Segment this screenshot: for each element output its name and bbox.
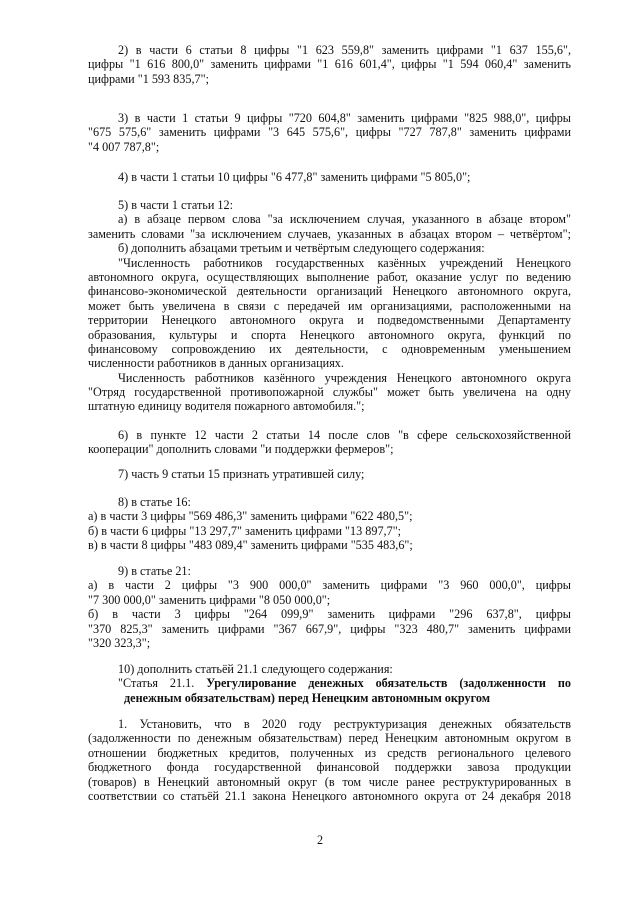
text-line: Численность работников казённого учреждения Ненецкого автономного округа [118, 370, 571, 385]
text-line: "4 007 787,8"; [88, 139, 160, 154]
paragraph-item-4 [88, 170, 571, 184]
text-line: заменить словами "за исключением случаев, указанных в абзацах втором – четвёртом"; [88, 226, 571, 241]
paragraph-item-10 [88, 662, 571, 705]
text-line: 8) в статье 16: [118, 495, 191, 509]
text-line: "320 323,3"; [88, 635, 151, 650]
text-line: 10) дополнить статьёй 21.1 следующего содержания: [118, 662, 393, 676]
text-line: б) в части 6 цифры "13 297,7" заменить цифрами "13 897,7"; [88, 523, 402, 538]
paragraph-item-11 [88, 717, 571, 803]
text-line: 1. Установить, что в 2020 году реструктуризация денежных обязательств [118, 717, 571, 731]
text-line: 7) часть 9 статьи 15 признать утратившей силу; [118, 467, 365, 481]
text-line: цифрами "1 593 835,7"; [88, 71, 209, 86]
text-line: численности работников в данных организациях. [88, 356, 344, 371]
text-line: бюджетного фонда государственной финансовой поддержки завоза продукции [88, 760, 571, 775]
text-line: "370 825,3" заменить цифрами "367 667,9", цифры "323 480,7" заменить цифрами [88, 621, 571, 636]
text-line: штатную единицу водителя пожарного автомобиля."; [88, 399, 365, 414]
paragraph-item-3 [88, 111, 571, 154]
text-line: может быть увеличена в связи с передачей им организациями, расположенными на [88, 298, 571, 313]
paragraph-item-6 [88, 428, 571, 457]
text-line: (товаров) в Ненецкий автономный округ (в том числе ранее реструктурированных в [88, 774, 571, 789]
text-line: а) в абзаце первом слова "за исключением случая, указанного в абзаце втором" [118, 212, 571, 227]
paragraph-item-5 [88, 198, 571, 414]
text-line: 5) в части 1 статьи 12: [118, 198, 233, 212]
text-line: "7 300 000,0" заменить цифрами "8 050 000,0"; [88, 592, 331, 607]
text-line: а) в части 3 цифры "569 486,3" заменить цифрами "622 480,5"; [88, 509, 413, 524]
article-heading [88, 676, 571, 690]
text-line: территории Ненецкого автономного округа и подведомственными Департаменту [88, 313, 571, 328]
text-line: (задолженности по денежным обязательствам) перед Ненецким автономным округом в [88, 731, 571, 746]
article-title: Урегулирование денежных обязательств (задолженности по [206, 676, 571, 691]
page-number: 2 [316, 833, 324, 847]
text-line: кооперации" дополнить словами "и поддержки фермеров"; [88, 442, 394, 457]
text-line: 4) в части 1 статьи 10 цифры "6 477,8" заменить цифрами "5 805,0"; [118, 170, 471, 184]
text-line: "Отряд государственной противопожарной службы" может быть увеличена на одну [88, 385, 571, 400]
text-line: "675 575,6" заменить цифрами "3 645 575,6", цифры "727 787,8" заменить цифрами [88, 125, 571, 140]
text-line: финансово-экономической деятельности организаций Ненецкого автономного округа, [88, 284, 571, 299]
text-line: б) в части 3 цифры "264 099,9" заменить цифрами "296 637,8", цифры [88, 607, 571, 622]
paragraph-item-7 [88, 467, 571, 481]
text-line: 9) в статье 21: [118, 564, 191, 578]
paragraph-item-8 [88, 495, 571, 553]
paragraph-item-2 [88, 43, 571, 86]
article-title-continued: денежным обязательствам) перед Ненецким автономным округом [124, 690, 491, 705]
text-line: б) дополнить абзацами третьим и четвёртым следующего содержания: [118, 241, 485, 256]
text-line: а) в части 2 цифры "3 900 000,0" заменить цифрами "3 960 000,0", цифры [88, 578, 571, 593]
text-line: автономного округа, осуществляющих выполнение работ, оказание услуг по ведению [88, 269, 571, 284]
article-prefix: "Статья 21.1. [118, 676, 195, 691]
text-line: "Численность работников государственных казённых учреждений Ненецкого [118, 255, 571, 270]
text-line: отношении бюджетных кредитов, полученных из средств регионального целевого [88, 745, 571, 760]
text-line: финансовому сопровождению их деятельности, с одновременным уменьшением [88, 341, 571, 356]
text-line: 3) в части 1 статьи 9 цифры "720 604,8" заменить цифрами "825 988,0", цифры [118, 111, 571, 125]
text-line: 2) в части 6 статьи 8 цифры "1 623 559,8" заменить цифрами "1 637 155,6", [118, 43, 571, 57]
text-line: в) в части 8 цифры "483 089,4" заменить цифрами "535 483,6"; [88, 538, 413, 553]
text-line: образования, культуры и спорта Ненецкого автономного округа, функций по [88, 327, 571, 342]
paragraph-item-9 [88, 564, 571, 650]
text-line: цифры "1 616 800,0" заменить цифрами "1 616 601,4", цифры "1 594 060,4" заменить [88, 57, 571, 72]
text-line: соответствии со статьёй 21.1 закона Ненецкого автономного округа от 24 декабря 2018 [88, 788, 571, 803]
text-line: 6) в пункте 12 части 2 статьи 14 после слов "в сфере сельскохозяйственной [118, 428, 571, 442]
